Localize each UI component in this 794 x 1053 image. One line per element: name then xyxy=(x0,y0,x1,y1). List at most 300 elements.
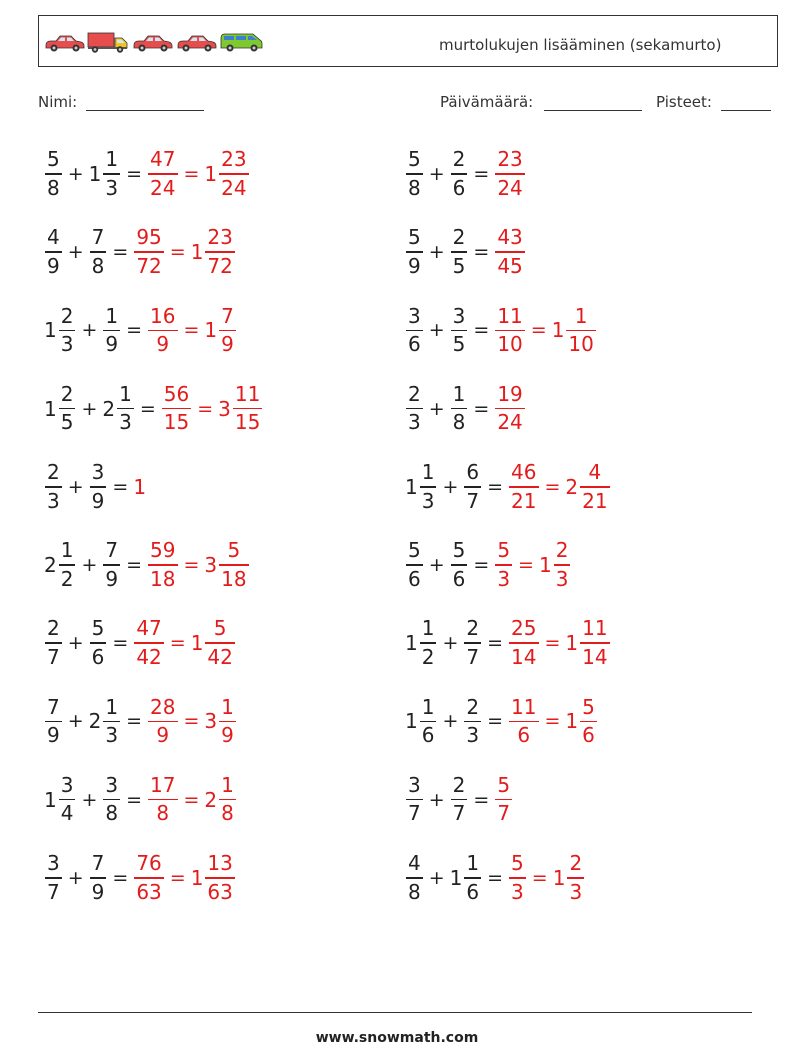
equals-sign: = xyxy=(544,632,561,655)
denominator: 9 xyxy=(156,723,170,748)
numerator: 47 xyxy=(136,616,162,641)
fraction-stack xyxy=(233,381,262,437)
problem-row xyxy=(44,691,237,751)
fraction xyxy=(102,537,121,593)
mixed-number xyxy=(89,694,121,750)
equals-sign: = xyxy=(473,163,490,185)
equals-sign: = xyxy=(183,163,200,185)
plus-sign: + xyxy=(428,163,445,185)
whole-part: 2 xyxy=(204,787,218,812)
equals-sign: = xyxy=(473,319,490,342)
denominator: 10 xyxy=(497,332,523,357)
problem-row xyxy=(405,535,571,595)
fraction-stack xyxy=(59,381,76,437)
denominator: 9 xyxy=(105,566,119,591)
equals-sign: = xyxy=(487,475,504,498)
fraction xyxy=(147,303,178,359)
denominator: 8 xyxy=(91,253,105,278)
fraction-stack xyxy=(509,615,538,671)
denominator: 7 xyxy=(497,801,511,826)
numerator: 5 xyxy=(408,147,421,172)
score-blank[interactable] xyxy=(721,94,771,111)
numerator: 2 xyxy=(452,225,466,250)
fraction-stack xyxy=(205,850,234,906)
fraction-stack xyxy=(59,772,76,828)
whole-part: 1 xyxy=(552,865,566,890)
numerator: 59 xyxy=(150,538,176,563)
fraction-stack xyxy=(420,615,437,671)
denominator: 5 xyxy=(452,332,466,357)
fraction-stack xyxy=(451,537,468,593)
problem-row xyxy=(405,379,526,439)
fraction xyxy=(44,615,63,671)
numerator: 23 xyxy=(497,147,523,172)
fraction-stack xyxy=(580,615,609,671)
equals-sign: = xyxy=(126,710,143,733)
fraction xyxy=(147,772,178,828)
fraction-stack xyxy=(566,303,595,359)
numerator: 11 xyxy=(511,694,537,719)
fraction xyxy=(44,850,63,906)
plus-sign: + xyxy=(67,866,84,889)
fraction xyxy=(44,459,63,515)
fraction xyxy=(405,381,424,437)
fraction-stack xyxy=(420,694,437,750)
fraction-stack xyxy=(134,615,163,671)
numerator: 1 xyxy=(574,303,588,328)
whole-part: 1 xyxy=(405,709,418,734)
fraction-stack xyxy=(148,303,177,359)
whole-part: 1 xyxy=(44,318,57,343)
mixed-number xyxy=(102,381,134,437)
numerator: 3 xyxy=(91,460,105,485)
numerator: 1 xyxy=(60,538,74,563)
numerator: 19 xyxy=(497,381,523,406)
equals-sign: = xyxy=(531,866,548,889)
denominator: 3 xyxy=(466,723,480,748)
mixed-number xyxy=(450,850,482,906)
fraction-stack xyxy=(567,850,584,906)
fraction xyxy=(147,146,178,202)
fraction xyxy=(450,303,469,359)
fraction-stack xyxy=(45,224,62,280)
fraction-stack xyxy=(90,224,107,280)
numerator: 5 xyxy=(227,538,241,563)
fraction-stack xyxy=(464,694,481,750)
fraction xyxy=(508,694,539,750)
fraction-stack xyxy=(464,615,481,671)
numerator: 4 xyxy=(47,225,60,250)
worksheet-title: murtolukujen lisääminen (sekamurto) xyxy=(439,36,722,54)
fraction-stack xyxy=(451,772,468,828)
footer-divider xyxy=(38,1012,752,1013)
denominator: 7 xyxy=(466,488,480,513)
whole-part: 1 xyxy=(190,631,204,656)
fraction xyxy=(508,615,539,671)
mixed-number xyxy=(44,381,76,437)
denominator: 9 xyxy=(47,723,60,748)
car-icon xyxy=(175,30,217,54)
plus-sign: + xyxy=(442,632,459,655)
equals-sign: = xyxy=(487,866,504,889)
equals-sign: = xyxy=(112,241,129,264)
denominator: 7 xyxy=(47,879,60,904)
denominator: 24 xyxy=(221,175,247,200)
denominator: 63 xyxy=(207,879,233,904)
plus-sign: + xyxy=(428,241,445,264)
whole-part: 1 xyxy=(565,631,579,656)
denominator: 7 xyxy=(47,644,60,669)
fraction-stack xyxy=(406,224,423,280)
equals-sign: = xyxy=(487,632,504,655)
denominator: 72 xyxy=(136,253,162,278)
mixed-number xyxy=(552,303,597,359)
fraction-stack xyxy=(90,615,107,671)
fraction-stack xyxy=(103,537,120,593)
whole-part: 2 xyxy=(88,709,102,734)
denominator: 3 xyxy=(119,410,132,435)
numerator: 95 xyxy=(136,225,162,250)
plus-sign: + xyxy=(442,475,459,498)
numerator: 2 xyxy=(452,772,466,797)
whole-part: 3 xyxy=(204,709,218,734)
fraction xyxy=(450,224,469,280)
fraction xyxy=(450,537,469,593)
denominator: 3 xyxy=(105,175,119,200)
fraction xyxy=(89,224,108,280)
equals-sign: = xyxy=(169,241,186,264)
denominator: 4 xyxy=(60,801,74,826)
mixed-number xyxy=(218,381,263,437)
numerator: 1 xyxy=(466,851,480,876)
mixed-number xyxy=(191,615,236,671)
problem-row xyxy=(405,613,611,673)
denominator: 8 xyxy=(452,410,466,435)
fraction xyxy=(44,146,63,202)
mixed-number xyxy=(204,694,236,750)
denominator: 24 xyxy=(497,410,523,435)
fraction xyxy=(494,146,525,202)
denominator: 9 xyxy=(156,332,170,357)
problem-row xyxy=(405,222,526,282)
denominator: 8 xyxy=(47,175,60,200)
fraction-stack xyxy=(103,146,120,202)
fraction-stack xyxy=(219,772,236,828)
numerator: 3 xyxy=(452,303,466,328)
denominator: 42 xyxy=(207,644,233,669)
denominator: 3 xyxy=(47,488,60,513)
fraction-stack xyxy=(495,381,524,437)
problem-row xyxy=(44,535,250,595)
numerator: 5 xyxy=(452,538,466,563)
name-field xyxy=(38,93,204,111)
fraction xyxy=(44,694,63,750)
mixed-number xyxy=(405,694,437,750)
whole-part: 1 xyxy=(405,474,418,499)
vehicle-decoration xyxy=(43,28,263,54)
denominator: 6 xyxy=(421,723,435,748)
fraction-stack xyxy=(90,850,107,906)
date-blank[interactable] xyxy=(544,94,642,111)
numerator: 5 xyxy=(582,694,595,719)
numerator: 11 xyxy=(497,303,523,328)
denominator: 63 xyxy=(136,879,162,904)
numerator: 2 xyxy=(47,616,60,641)
name-blank[interactable] xyxy=(86,94,204,111)
numerator: 11 xyxy=(234,381,261,406)
mixed-number xyxy=(44,303,76,359)
numerator: 13 xyxy=(207,851,233,876)
fraction-stack xyxy=(509,850,526,906)
mixed-number xyxy=(565,694,597,750)
numerator: 25 xyxy=(511,616,537,641)
numerator: 7 xyxy=(91,851,105,876)
mixed-number xyxy=(553,850,585,906)
denominator: 9 xyxy=(221,332,234,357)
denominator: 10 xyxy=(568,332,594,357)
equals-sign: = xyxy=(544,710,561,733)
numerator: 11 xyxy=(582,616,608,641)
numerator: 17 xyxy=(150,772,176,797)
plus-sign: + xyxy=(67,475,84,498)
score-field xyxy=(656,93,771,111)
denominator: 7 xyxy=(466,644,480,669)
fraction-stack xyxy=(59,537,76,593)
fraction xyxy=(405,772,424,828)
problem-row xyxy=(44,848,236,908)
fraction-stack xyxy=(148,537,177,593)
fraction xyxy=(405,303,424,359)
problem-row xyxy=(405,691,598,751)
fraction-stack xyxy=(406,537,423,593)
problem-row xyxy=(44,770,237,830)
numerator: 5 xyxy=(408,225,421,250)
fraction-stack xyxy=(205,224,234,280)
fraction xyxy=(44,224,63,280)
denominator: 7 xyxy=(408,801,421,826)
numerator: 7 xyxy=(91,225,105,250)
numerator: 1 xyxy=(221,694,234,719)
fraction-stack xyxy=(451,381,468,437)
whole-part: 1 xyxy=(565,709,579,734)
mixed-number xyxy=(204,537,249,593)
numerator: 6 xyxy=(466,460,480,485)
denominator: 9 xyxy=(91,488,105,513)
fraction xyxy=(463,694,482,750)
equals-sign: = xyxy=(183,710,200,733)
problem-row xyxy=(44,300,237,360)
equals-sign: = xyxy=(473,241,490,264)
denominator: 6 xyxy=(517,723,531,748)
equals-sign: = xyxy=(473,788,490,811)
equals-sign: = xyxy=(183,554,200,576)
numerator: 5 xyxy=(511,851,524,876)
mixed-number xyxy=(44,537,76,593)
problem-row xyxy=(405,770,513,830)
denominator: 9 xyxy=(47,253,60,278)
fraction-stack xyxy=(134,224,163,280)
fraction-stack xyxy=(451,224,468,280)
fraction-stack xyxy=(464,459,481,515)
fraction-stack xyxy=(554,537,571,593)
mixed-number xyxy=(405,615,437,671)
denominator: 7 xyxy=(452,801,466,826)
numerator: 4 xyxy=(588,460,602,485)
equals-sign: = xyxy=(544,475,561,498)
fraction-stack xyxy=(495,224,524,280)
numerator: 1 xyxy=(119,381,132,406)
fraction-stack xyxy=(406,381,423,437)
numerator: 3 xyxy=(60,772,74,797)
fraction-stack xyxy=(495,537,512,593)
denominator: 24 xyxy=(150,175,176,200)
fraction xyxy=(89,459,108,515)
equals-sign: = xyxy=(530,319,547,342)
denominator: 3 xyxy=(569,879,583,904)
problem-row xyxy=(405,300,597,360)
fraction-stack xyxy=(103,303,120,359)
fraction-stack xyxy=(464,850,481,906)
fraction xyxy=(161,381,192,437)
denominator: 72 xyxy=(207,253,233,278)
denominator: 18 xyxy=(150,566,176,591)
denominator: 18 xyxy=(221,566,247,591)
whole-part: 1 xyxy=(551,318,565,343)
fraction-stack xyxy=(406,303,423,359)
whole-part: 1 xyxy=(204,318,218,343)
problem-row xyxy=(44,144,250,204)
numerator: 5 xyxy=(91,616,105,641)
denominator: 24 xyxy=(497,175,523,200)
whole-part: 1 xyxy=(405,631,418,656)
plus-sign: + xyxy=(67,710,84,733)
denominator: 3 xyxy=(497,566,511,591)
whole-part: 1 xyxy=(190,865,204,890)
mixed-number xyxy=(204,303,236,359)
numerator: 2 xyxy=(466,694,480,719)
plus-sign: + xyxy=(81,397,98,420)
fraction-stack xyxy=(495,772,512,828)
equals-sign: = xyxy=(112,866,129,889)
fraction-stack xyxy=(406,146,423,202)
numerator: 28 xyxy=(150,694,176,719)
fraction-stack xyxy=(45,615,62,671)
numerator: 7 xyxy=(105,538,119,563)
whole-part: 1 xyxy=(204,162,218,186)
fraction-stack xyxy=(103,694,120,750)
fraction xyxy=(133,850,164,906)
whole-part: 2 xyxy=(565,474,579,499)
plus-sign: + xyxy=(81,319,98,342)
equals-sign: = xyxy=(518,554,534,576)
fraction-stack xyxy=(451,146,468,202)
numerator: 1 xyxy=(452,381,466,406)
whole-part: 2 xyxy=(44,553,57,577)
fraction-stack xyxy=(148,694,177,750)
answer-whole: 1 xyxy=(133,474,147,499)
numerator: 5 xyxy=(408,538,421,563)
equals-sign: = xyxy=(126,319,143,342)
van-icon xyxy=(219,30,263,54)
car-icon xyxy=(43,30,85,54)
numerator: 2 xyxy=(60,381,74,406)
fraction-stack xyxy=(509,694,538,750)
fraction-stack xyxy=(45,459,62,515)
numerator: 1 xyxy=(105,694,119,719)
problem-row xyxy=(44,222,236,282)
fraction-stack xyxy=(148,772,177,828)
mixed-number xyxy=(539,537,571,593)
denominator: 8 xyxy=(408,879,421,904)
denominator: 14 xyxy=(582,644,608,669)
fraction-stack xyxy=(117,381,134,437)
denominator: 6 xyxy=(408,332,421,357)
numerator: 7 xyxy=(221,303,234,328)
problem-row xyxy=(405,144,526,204)
numerator: 3 xyxy=(408,772,421,797)
denominator: 21 xyxy=(511,488,537,513)
fraction-stack xyxy=(451,303,468,359)
numerator: 1 xyxy=(421,616,435,641)
fraction-stack xyxy=(162,381,191,437)
denominator: 15 xyxy=(163,410,190,435)
worksheet-header xyxy=(38,15,778,67)
mixed-number xyxy=(565,459,610,515)
denominator: 5 xyxy=(452,253,466,278)
denominator: 45 xyxy=(497,253,523,278)
plus-sign: + xyxy=(81,788,98,811)
denominator: 6 xyxy=(452,175,466,200)
equals-sign: = xyxy=(112,632,129,655)
fraction xyxy=(147,537,178,593)
denominator: 2 xyxy=(421,644,435,669)
fraction-stack xyxy=(59,303,76,359)
fraction-stack xyxy=(495,146,524,202)
fraction-stack xyxy=(406,772,423,828)
denominator: 3 xyxy=(555,566,569,591)
fraction-stack xyxy=(219,146,248,202)
date-label: Päivämäärä: xyxy=(440,93,534,111)
denominator: 3 xyxy=(421,488,435,513)
numerator: 1 xyxy=(105,147,119,172)
plus-sign: + xyxy=(67,632,84,655)
car-icon xyxy=(131,30,173,54)
numerator: 2 xyxy=(569,851,583,876)
denominator: 21 xyxy=(582,488,608,513)
plus-sign: + xyxy=(428,554,445,576)
fraction-stack xyxy=(580,459,609,515)
fraction-stack xyxy=(495,303,524,359)
mixed-number xyxy=(565,615,610,671)
fraction-stack xyxy=(219,694,236,750)
numerator: 2 xyxy=(466,616,480,641)
denominator: 14 xyxy=(511,644,537,669)
whole-part: 1 xyxy=(449,865,463,890)
equals-sign: = xyxy=(126,554,143,576)
mixed-number xyxy=(405,459,437,515)
fraction xyxy=(508,850,527,906)
problem-row xyxy=(405,457,611,517)
plus-sign: + xyxy=(81,554,98,576)
denominator: 6 xyxy=(408,566,421,591)
numerator: 2 xyxy=(452,147,466,172)
fraction-stack xyxy=(420,459,437,515)
fraction-stack xyxy=(219,303,236,359)
whole-part: 1 xyxy=(538,553,552,577)
whole-part: 3 xyxy=(204,553,218,577)
fraction xyxy=(463,615,482,671)
fraction-stack xyxy=(406,850,423,906)
